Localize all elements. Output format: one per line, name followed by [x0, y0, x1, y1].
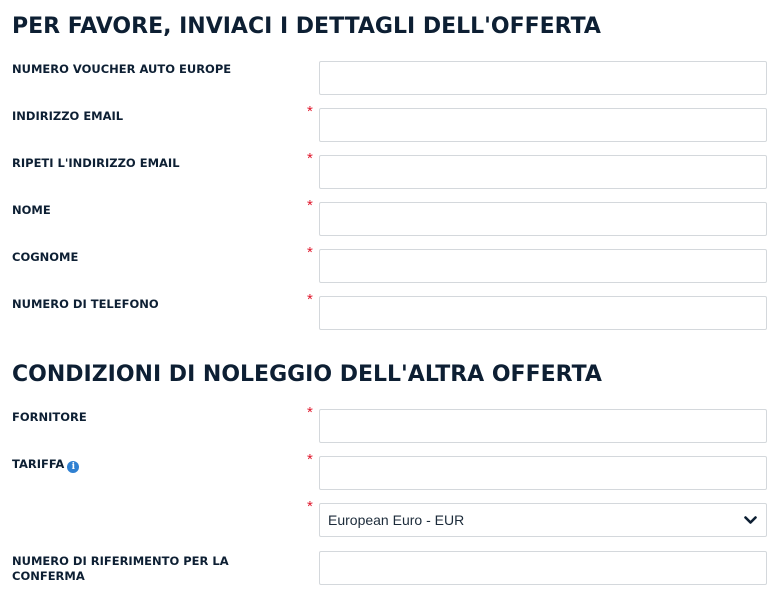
currency-required-marker: * — [307, 498, 313, 515]
supplier-required-marker: * — [307, 404, 313, 421]
rate-required-marker: * — [307, 451, 313, 468]
info-icon[interactable]: i — [67, 461, 79, 473]
repeat-email-required-marker: * — [307, 150, 313, 167]
last-name-required-marker: * — [307, 244, 313, 261]
confirmation-label: NUMERO DI RIFERIMENTO PER LA CONFERMA — [12, 554, 229, 583]
email-input[interactable] — [319, 108, 767, 142]
repeat-email-input[interactable] — [319, 155, 767, 189]
rate-input[interactable] — [319, 456, 767, 490]
first-name-label: NOME — [12, 203, 51, 217]
last-name-input[interactable] — [319, 249, 767, 283]
phone-label: NUMERO DI TELEFONO — [12, 297, 159, 311]
voucher-label: NUMERO VOUCHER AUTO EUROPE — [12, 62, 232, 76]
voucher-input[interactable] — [319, 61, 767, 95]
confirmation-input[interactable] — [319, 551, 767, 585]
email-required-marker: * — [307, 103, 313, 120]
repeat-email-label: RIPETI L'INDIRIZZO EMAIL — [12, 156, 180, 170]
rental-terms-heading: CONDIZIONI DI NOLEGGIO DELL'ALTRA OFFERTA — [12, 362, 602, 387]
chevron-down-icon — [744, 516, 757, 525]
first-name-required-marker: * — [307, 197, 313, 214]
currency-selected-value: European Euro - EUR — [328, 512, 465, 528]
rate-label: TARIFFA — [12, 457, 65, 471]
phone-input[interactable] — [319, 296, 767, 330]
offer-details-heading: PER FAVORE, INVIACI I DETTAGLI DELL'OFFERTA — [12, 14, 601, 39]
supplier-input[interactable] — [319, 409, 767, 443]
currency-select[interactable] — [319, 503, 767, 537]
first-name-input[interactable] — [319, 202, 767, 236]
phone-required-marker: * — [307, 291, 313, 308]
last-name-label: COGNOME — [12, 250, 79, 264]
email-label: INDIRIZZO EMAIL — [12, 109, 124, 123]
rate-label-row — [12, 457, 292, 473]
supplier-label: FORNITORE — [12, 410, 87, 424]
